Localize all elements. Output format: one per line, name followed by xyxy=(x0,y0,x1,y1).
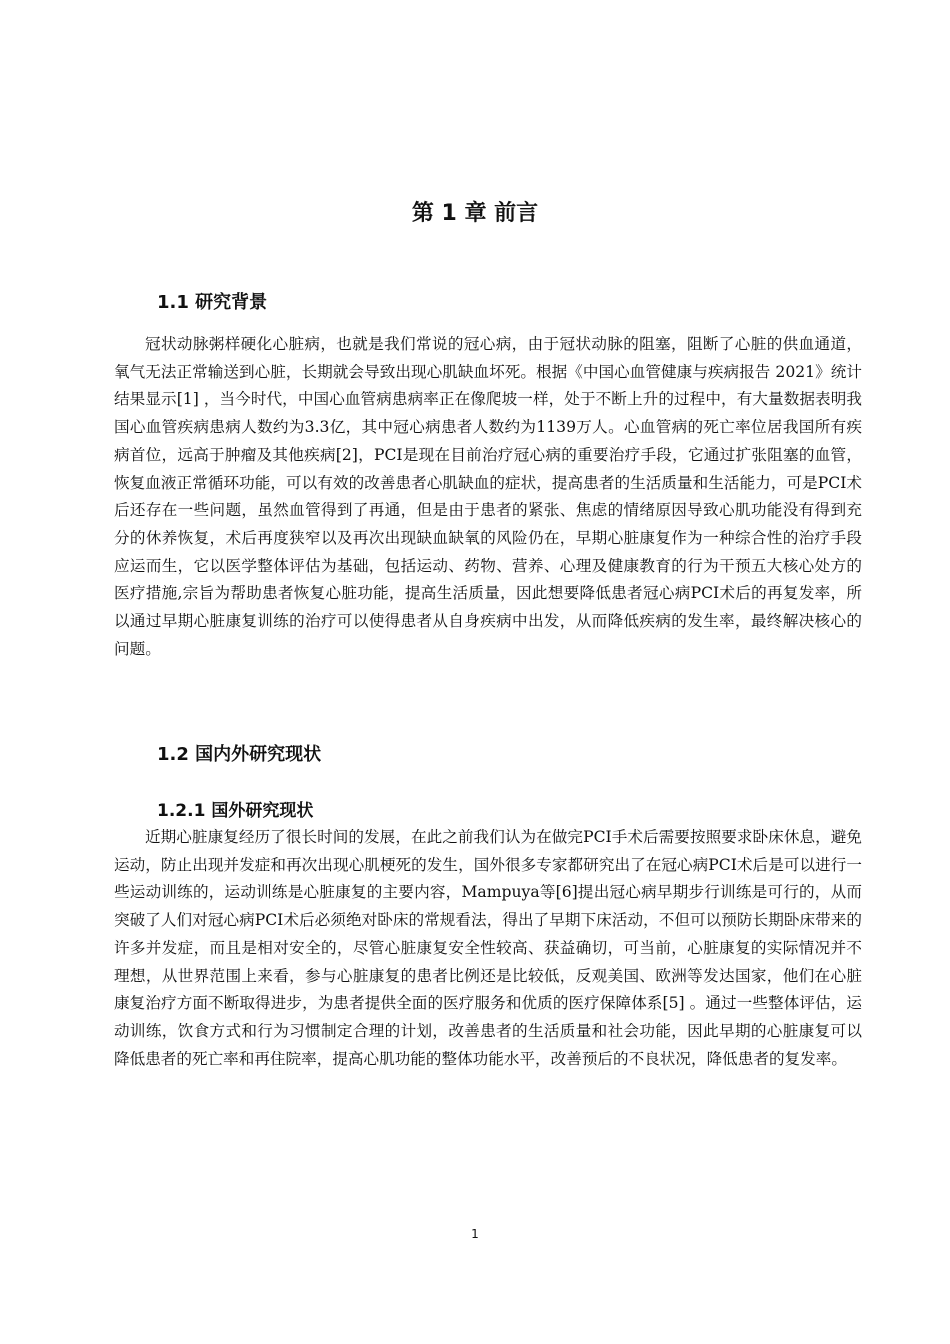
page-number: 1 xyxy=(471,1227,479,1241)
paragraph-foreign-research: 近期心脏康复经历了很长时间的发展，在此之前我们认为在做完PCI手术后需要按照要求卧床休息，避免运动，防止出现并发症和再次出现心肌梗死的发生，国外很多专家都研究出了在冠心病PCI术后是可以进行一些运动训练的，运动训练是心脏康复的主要内容，Mampuya等[6]提出冠心病早期步行训练是可行的，从而突破了人们对冠心病PCI术后必须绝对卧床的常规看法，得出了早期下床活动，不但可以预防长期卧床带来的许多并发症，而且是相对安全的，尽管心脏康复安全性较高、获益确切，可当前，心脏康复的实际情况并不理想，从世界范围上来看，参与心脏康复的患者比例还是比较低，反观美国、欧洲等发达国家，他们在心脏康复治疗方面不断取得进步，为患者提供全面的医疗服务和优质的医疗保障体系[5] 。通过一些整体评估，运动训练，饮食方式和行为习惯制定合理的计划，改善患者的生活质量和社会功能，因此早期的心脏康复可以降低患者的死亡率和再住院率，提高心肌功能的整体功能水平，改善预后的不良状况，降低患者的复发率。 xyxy=(114,828,862,1068)
section-heading-research-status: 1.2 国内外研究现状 xyxy=(157,744,322,765)
subsection-heading-foreign-research: 1.2.1 国外研究现状 xyxy=(157,801,314,821)
paragraph-background: 冠状动脉粥样硬化心脏病，也就是我们常说的冠心病，由于冠状动脉的阻塞，阻断了心脏的供血通道，氧气无法正常输送到心脏，长期就会导致出现心肌缺血坏死。根据《中国心血管健康与疾病报告 2021》统计结果显示[1] ，当今时代，中国心血管病患病率正在像爬坡一样，处于不断上升的过程中，有大量数据表明我国心血管疾病患病人数约为3.3亿，其中冠心病患者人数约为1139万人。心血管病的死亡率位居我国所有疾病首位，远高于肿瘤及其他疾病[2]，PCI是现在目前治疗冠心病的重要治疗手段，它通过扩张阻塞的血管，恢复血液正常循环功能，可以有效的改善患者心肌缺血的症状，提高患者的生活质量和生活能力，可是PCI术后还存在一些问题，虽然血管得到了再通，但是由于患者的紧张、焦虑的情绪原因导致心肌功能没有得到充分的休养恢复，术后再度狭窄以及再次出现缺血缺氧的风险仍在，早期心脏康复作为一种综合性的治疗手段应运而生，它以医学整体评估为基础，包括运动、药物、营养、心理及健康教育的行为干预五大核心处方的医疗措施,宗旨为帮助患者恢复心脏功能，提高生活质量，因此想要降低患者冠心病PCI术后的再复发率，所以通过早期心脏康复训练的治疗可以使得患者从自身疾病中出发，从而降低疾病的发生率，最终解决核心的问题。 xyxy=(114,335,862,658)
section-heading-background: 1.1 研究背景 xyxy=(157,292,268,313)
chapter-title: 第 1 章 前言 xyxy=(411,201,539,226)
